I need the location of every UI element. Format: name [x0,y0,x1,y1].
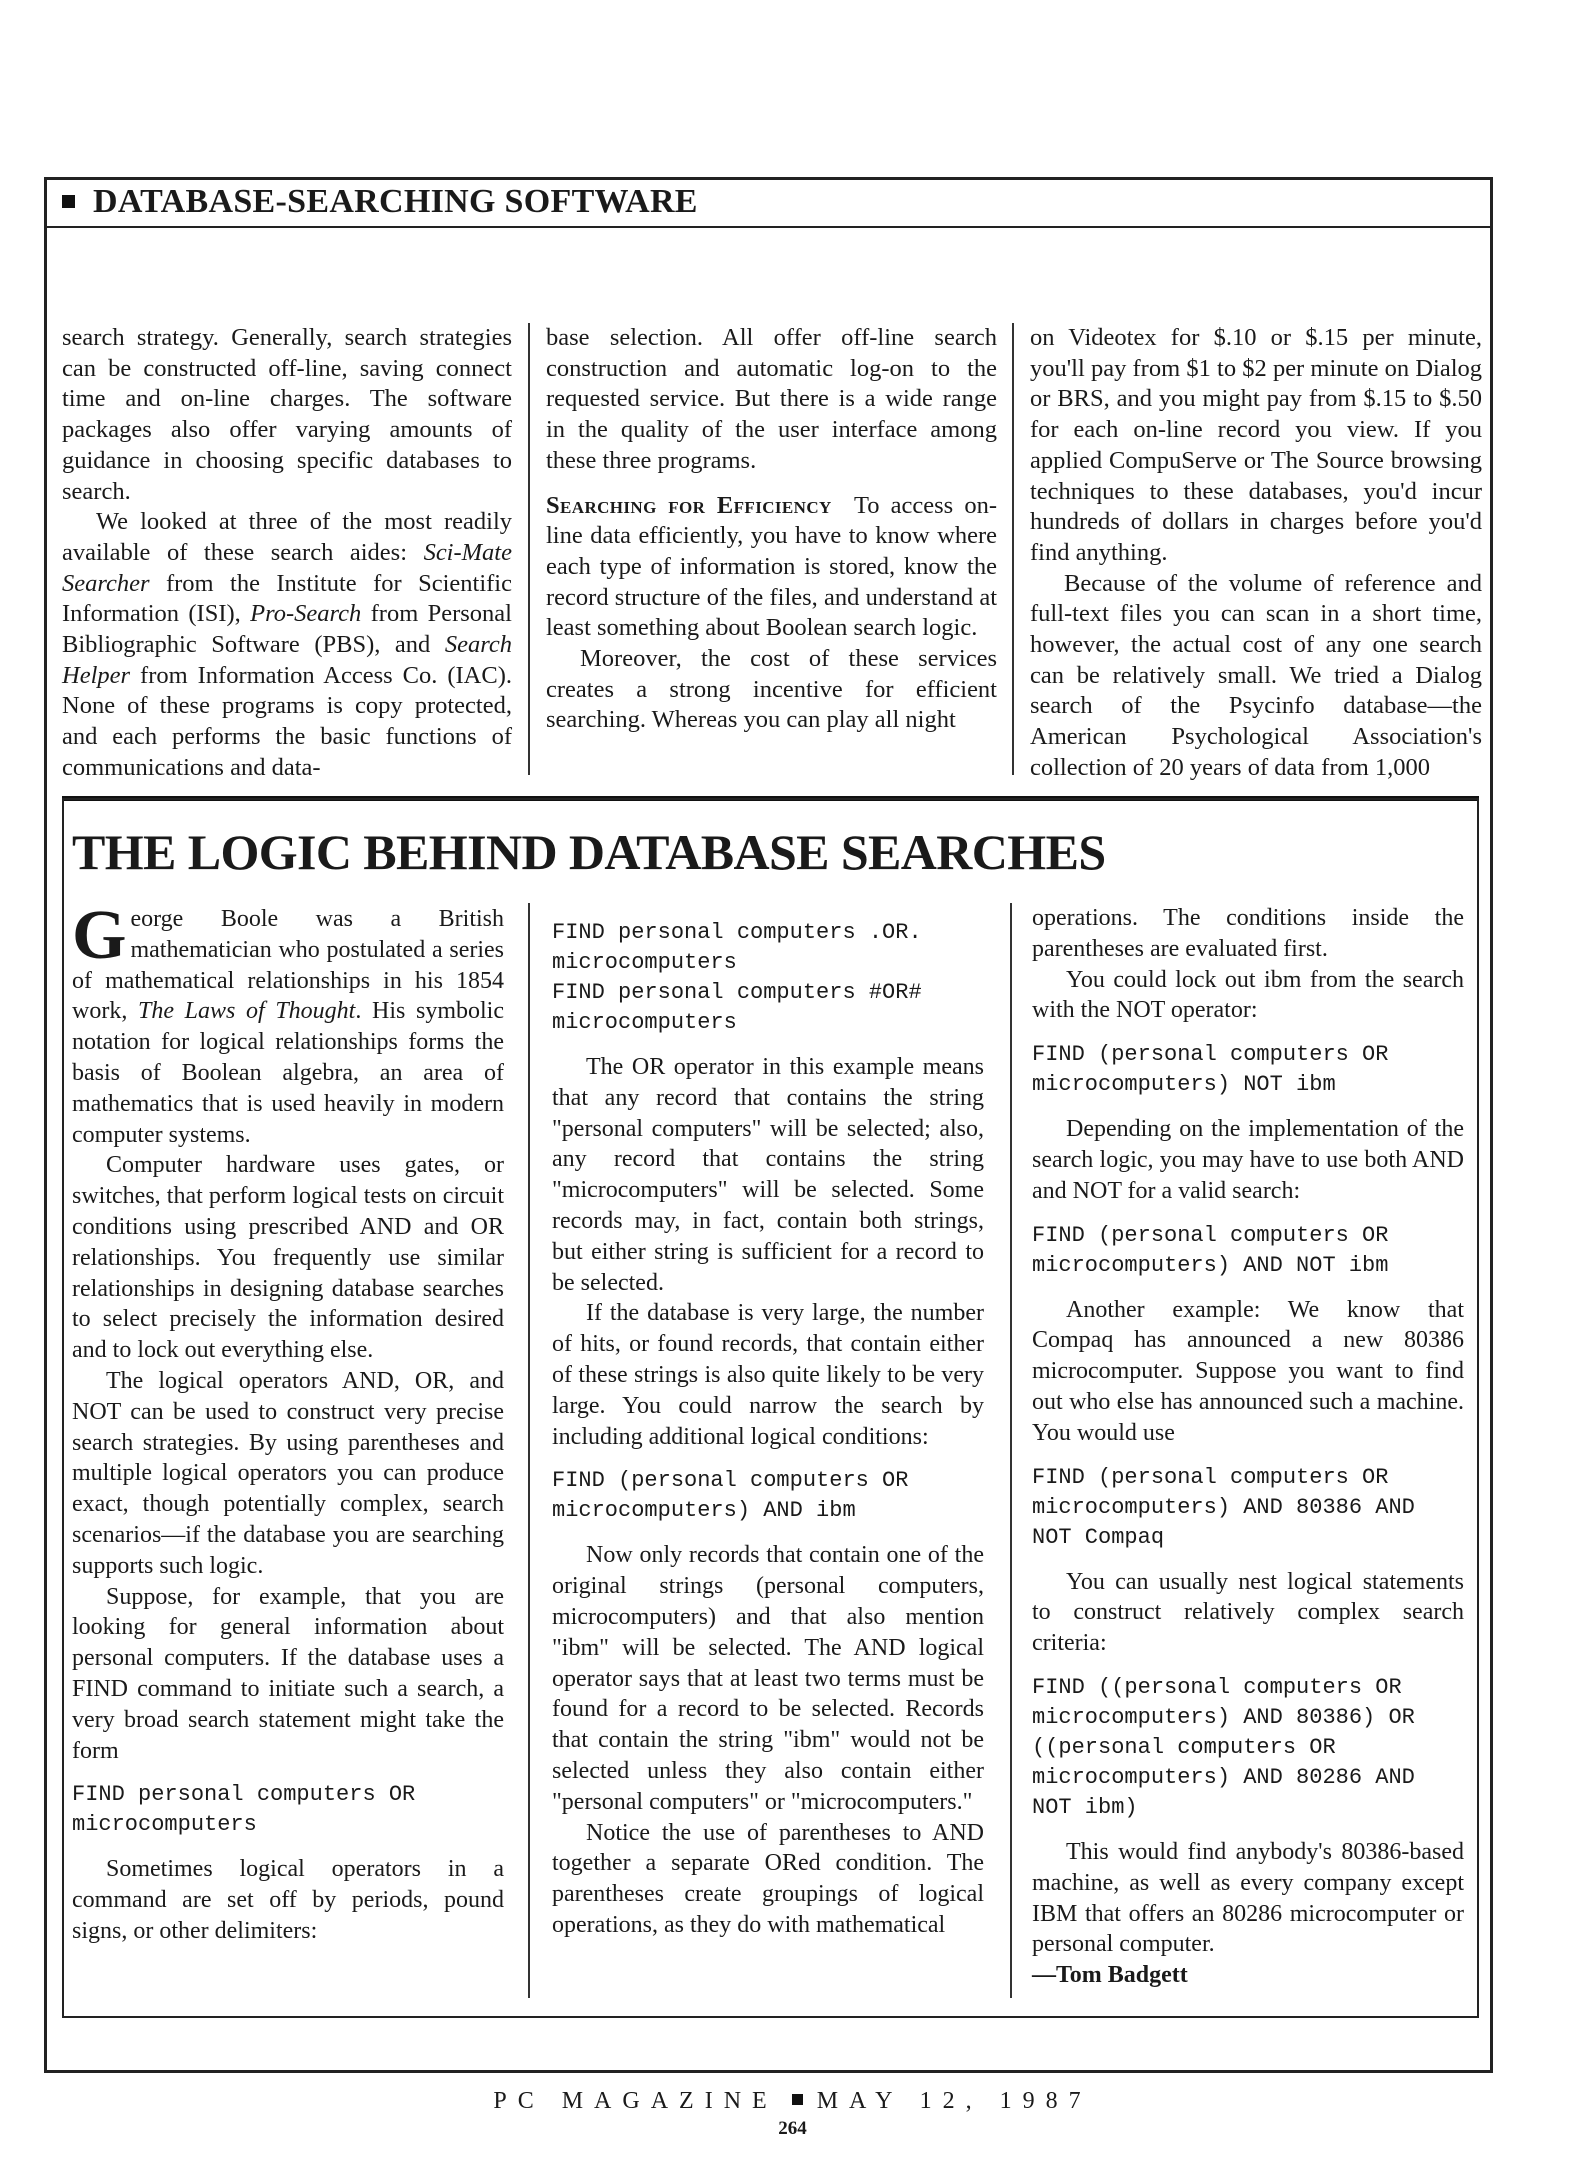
bullet-square-icon [62,195,75,208]
paragraph: search strategy. Generally, search strategies can be constructed off-line, saving connect time and on-line charges. The software packages also offer varying amounts of guidance in choosing specific databases to search. [62,324,512,505]
paragraph: Computer hardware uses gates, or switches, that perform logical tests on circuit conditions using prescribed AND and OR relationships. You frequently use similar relationships in designing database searches to select precisely the information desired and to lock out everything else. [72,1152,504,1364]
issue-date: MAY 12, 1987 [816,2088,1092,2114]
drop-cap: G [72,897,127,974]
author-byline: —Tom Badgett [1032,1962,1188,1989]
page-footer [0,2088,1585,2115]
paragraph: on Videotex for $.10 or $.15 per minute, you'll pay from $1 to $2 per minute on Dialog or BRS, and you might pay from $.15 to $.50 for each on-line record you view. If you applied CompuServe or The Source browsing techniques to these databases, you'd incur hundreds of dollars in charges before you'd find anything. [1030,324,1482,566]
code-example: FIND (personal computers OR microcomputers) AND 80386 AND NOT Compaq [1032,1464,1415,1550]
product-name: Pro-Search [250,600,362,628]
paragraph: Moreover, the cost of these services creates a strong incentive for efficient searching. Whereas you can play all night [546,645,997,734]
paragraph: Depending on the implementation of the search logic, you may have to use both AND and NOT for a valid search: [1032,1116,1464,1204]
paragraph: Another example: We know that Compaq has announced a new 80386 microcomputer. Suppose you want to find out who else has announced such a machine. You would use [1032,1296,1464,1446]
bullet-square-icon [792,2094,803,2105]
paragraph: Notice the use of parentheses to AND together a separate ORed condition. The parentheses create groupings of logical operations, as they do with mathematical [552,1819,984,1938]
sidebar-column-3 [1032,903,1464,1991]
paragraph: This would find anybody's 80386-based machine, as well as every company except IBM that offers an 80286 microcomputer or personal computer. [1032,1838,1464,1958]
code-example: FIND (personal computers OR microcomputers) AND ibm [552,1468,909,1524]
code-example: FIND personal computers OR microcomputers [72,1782,416,1838]
paragraph: Searching for Efficiency To access on-line data efficiently, you have to know where each type of information is stored, know the record structure of the files, and understand at least something about Boolean search logic. [546,491,998,642]
code-example: FIND ((personal computers OR microcomputers) AND 80386) OR ((personal computers OR microcomputers) AND 80286 AND NOT ibm) [1032,1674,1415,1820]
paragraph: Now only records that contain one of the original strings (personal computers, microcomputers) and that also mention "ibm" will be selected. The AND logical operator says that at least two terms must be found for a record to be selected. Records that contain the string "ibm" would not be selected unless they also contain either "personal computers" or "microcomputers." [552,1542,984,1815]
paragraph: Because of the volume of reference and full-text files you can scan in a short time, however, the actual cost of any one search can be relatively small. We tried a Dialog search of the Psycinfo database—the American Psychological Association's collection of 20 years of data from 1,000 [1030,569,1482,781]
magazine-name: PC MAGAZINE [493,2088,778,2114]
paragraph: You can usually nest logical statements to construct relatively complex search criteria: [1032,1568,1464,1657]
paragraph: We looked at three of the most readily available of these search aides: Sci-Mate Searcher from the Institute for Scientific Information (ISI), Pro-Search from Personal Bibliographic Software (PBS), and Search Helper from Information Access Co. (IAC). None of these programs is copy protected, and each performs the basic functions of communications and data- [62,508,512,781]
product-name: Search Helper [62,631,512,689]
section-heading: Searching for Efficiency [546,491,832,519]
column-divider [528,323,530,775]
code-example: FIND (personal computers OR microcomputers) NOT ibm [1032,1042,1389,1098]
paragraph: George Boole was a British mathematician who postulated a series of mathematical relationships in his 1854 work, The Laws of Thought. His symbolic notation for logical relationships forms the basis of Boolean algebra, an area of mathematics that is used heavily in modern computer systems. [72,897,504,1148]
article-column-3 [1030,323,1482,784]
article-column-1 [62,323,512,784]
column-divider [1012,323,1014,775]
sidebar-column-1 [72,897,504,1947]
sidebar-title: THE LOGIC BEHIND DATABASE SEARCHES [72,824,1106,880]
code-example: FIND personal computers .OR. microcomputers FIND personal computers #OR# microcomputers [552,920,922,1035]
paragraph: Suppose, for example, that you are looking for general information about personal computers. If the database uses a FIND command to initiate such a search, a very broad search statement might take the form [72,1583,504,1764]
paragraph: Sometimes logical operators in a command are set off by periods, pound signs, or other delimiters: [72,1856,504,1944]
article-column-2 [546,323,997,736]
column-divider [528,903,530,1998]
section-label: DATABASE-SEARCHING SOFTWARE [62,179,698,225]
product-name: Sci-Mate Searcher [62,538,512,597]
paragraph: base selection. All offer off-line search construction and automatic log-on to the requested service. But there is a wide range in the quality of the user interface among these three programs. [546,324,997,474]
column-divider [1010,903,1012,1998]
paragraph: The OR operator in this example means that any record that contains the string "personal computers" will be selected; also, any record that contains the string "microcomputers" will be selected. Some records may, in fact, contain both strings, but either string is sufficient for a record to be selected. [552,1054,984,1296]
paragraph: operations. The conditions inside the parentheses are evaluated first. [1032,905,1464,962]
paragraph: You could lock out ibm from the search with the NOT operator: [1032,966,1464,1024]
book-title: The Laws of Thought [137,998,356,1025]
paragraph: The logical operators AND, OR, and NOT can be used to construct very precise search strategies. By using parentheses and multiple logical operators you can produce exact, though potentially complex, search scenarios—if the database you are searching supports such logic. [72,1367,504,1579]
sidebar-column-2 [552,918,984,1941]
code-example: FIND (personal computers OR microcomputers) AND NOT ibm [1032,1222,1389,1278]
paragraph: If the database is very large, the number of hits, or found records, that contain either of these strings is also quite likely to be very large. You could narrow the search by including additional logical conditions: [552,1300,984,1450]
page-number: 264 [778,2118,807,2139]
